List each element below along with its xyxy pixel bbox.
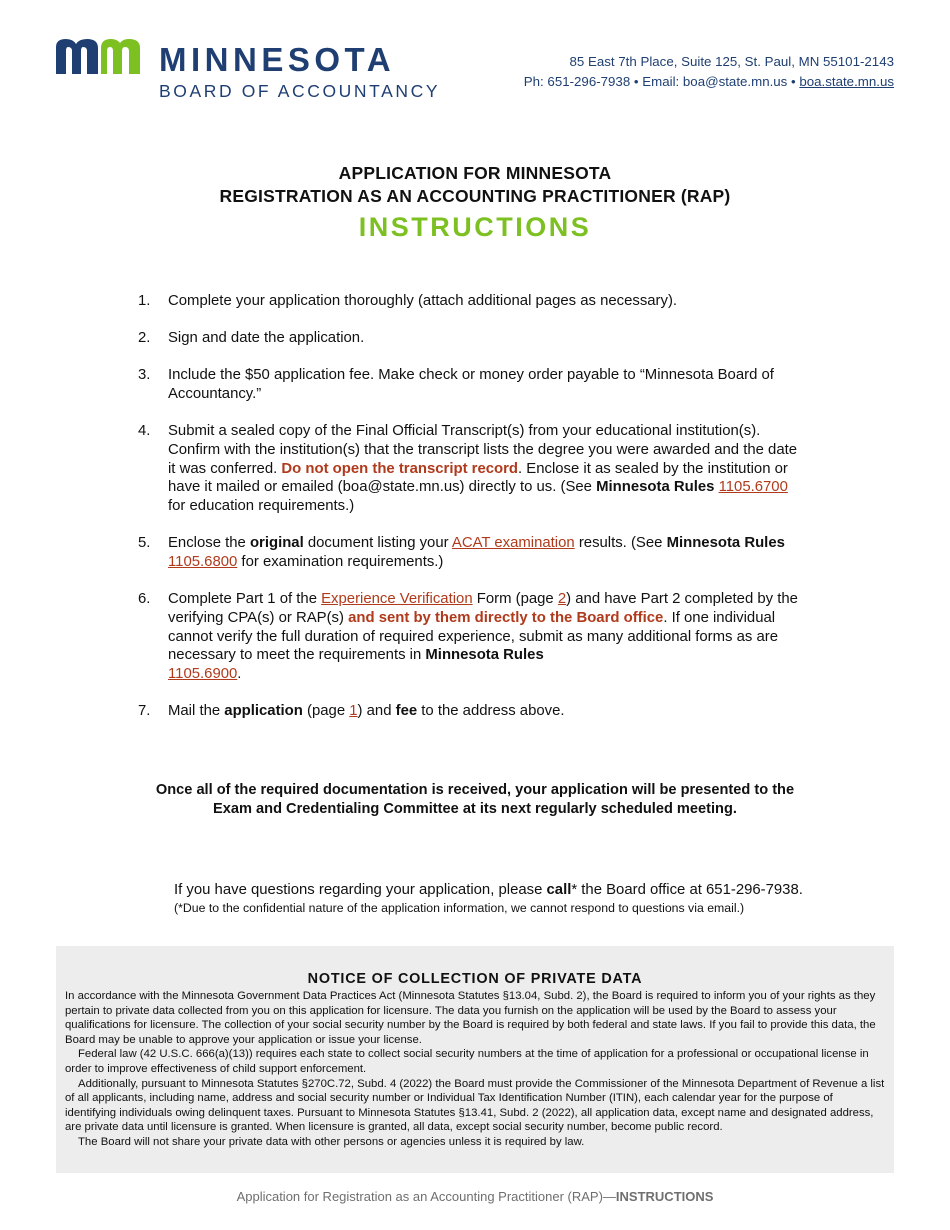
text-segment: . [237, 666, 242, 683]
committee-line-1: Once all of the required documentation is received, your application will be presented to the [155, 782, 795, 798]
text-segment: Form (page [472, 591, 558, 608]
title-line-1: APPLICATION FOR MINNESOTA [338, 163, 612, 183]
step-text: Sign and date the application. [168, 330, 365, 347]
instruction-list [138, 292, 798, 739]
bold-text: application [224, 703, 303, 720]
rule-1105-6800-link[interactable]: 1105.6800 [168, 554, 238, 571]
page-2-link[interactable]: 2 [557, 591, 567, 608]
list-item [138, 329, 798, 348]
step-number: 1. [138, 293, 151, 309]
step-number: 2. [138, 330, 151, 347]
footer-text: Application for Registration as an Accounting Practitioner (RAP)— [236, 1189, 616, 1204]
step-text: Include the $50 application fee. Make check or money order payable to “Minnesota Board of Accountancy.” [168, 367, 774, 403]
step-text [168, 534, 798, 571]
logo-wordmark: MINNESOTA [159, 41, 396, 78]
bold-text: Minnesota Rules [425, 647, 544, 664]
notice-paragraph: In accordance with the Minnesota Government Data Practices Act (Minnesota Statutes §13.04, Subd. 2), the Board is required to inform you of your rights as they pertain to private data collected from you on this application for licensure. The data you furnish on the application will be used by the Board to assess your qualifications for licensure. The collection of your social security number by the Board is required by both federal and state laws. If you fail to provide this data, the Board may be unable to approve your application or issue your license. [65, 990, 876, 1046]
footer-bold: INSTRUCTIONS [615, 1189, 714, 1204]
text-segment: results. (See [574, 535, 667, 552]
instructions-heading: INSTRUCTIONS [358, 212, 592, 242]
text-segment: for examination requirements.) [237, 554, 444, 571]
step-text [168, 702, 798, 721]
page-1-link[interactable]: 1 [349, 703, 358, 720]
step-number: 3. [138, 367, 151, 384]
text-segment: Mail the [168, 703, 225, 720]
step-text [168, 422, 798, 516]
text-segment: . Enclose it as sealed by the institution or have it mailed or emailed (boa@state.mn.us) directly to us. (See [168, 460, 788, 496]
website-link[interactable]: boa.state.mn.us [799, 74, 894, 89]
phone-email: Ph: 651-296-7938 • Email: boa@state.mn.us • [523, 74, 800, 89]
questions-text [174, 881, 874, 900]
step-number: 6. [138, 591, 151, 608]
list-item [138, 590, 798, 684]
text-segment: Complete Part 1 of the [168, 591, 322, 608]
notice-paragraph: Federal law (42 U.S.C. 666(a)(13)) requires each state to collect social security numbers at the time of application for a professional or occupational license in order to improve effectiveness of child support enforcement. [65, 1048, 869, 1075]
private-data-notice [56, 946, 894, 1173]
text-segment: Enclose the [168, 535, 250, 552]
minnesota-logo-mark-icon [56, 38, 140, 74]
logo-subtitle: BOARD OF ACCOUNTANCY [159, 81, 441, 101]
list-item [138, 292, 798, 311]
list-item [138, 534, 798, 571]
warning-text: and sent by them directly to the Board office [348, 609, 664, 626]
experience-verification-link[interactable]: Experience Verification [321, 591, 473, 608]
board-logo [56, 36, 456, 106]
bold-text: fee [395, 703, 418, 720]
committee-line-2: Exam and Credentialing Committee at its next regularly scheduled meeting. [213, 801, 737, 817]
page-title [0, 162, 950, 245]
page-footer [0, 1189, 950, 1204]
step-text: Complete your application thoroughly (attach additional pages as necessary). [168, 293, 678, 309]
warning-text: Do not open the transcript record [281, 460, 519, 477]
address: 85 East 7th Place, Suite 125, St. Paul, MN 55101-2143 [569, 54, 894, 69]
step-text [168, 590, 798, 684]
questions-section [174, 881, 874, 916]
text-segment: . If one individual cannot verify the full duration of required experience, submit as many additional forms as are necessary to meet the requirements in [168, 609, 779, 664]
step-number: 7. [138, 703, 151, 720]
rule-1105-6900-link[interactable]: 1105.6900 [168, 666, 238, 683]
step-number: 4. [138, 423, 151, 440]
text-segment: document listing your [303, 535, 452, 552]
text-segment: If you have questions regarding your application, please [174, 882, 547, 898]
step-number: 5. [138, 535, 151, 552]
contact-info [524, 52, 894, 92]
bold-text: Minnesota Rules [596, 479, 715, 496]
rule-1105-6700-link[interactable]: 1105.6700 [718, 479, 788, 496]
notice-paragraph: Additionally, pursuant to Minnesota Statutes §270C.72, Subd. 4 (2022) the Board must provide the Commissioner of the Minnesota Department of Revenue a list of all applicants, including name, address and social security number or Individual Tax Identification Number (ITIN), each calendar year for the purpose of identifying individuals owing delinquent taxes. Pursuant to Minnesota Statutes §13.41, Subd. 2 (2022), all application data, except name and designated address, are private data until licensure is granted. When licensure is granted, all data, except social security number, become public record. [65, 1077, 885, 1134]
text-segment: for education requirements.) [168, 498, 355, 515]
phone-email-line [524, 72, 894, 92]
bold-text: Minnesota Rules [666, 535, 785, 552]
notice-paragraph: The Board will not share your private data with other persons or agencies unless it is required by law. [78, 1135, 585, 1148]
bold-text: call [546, 882, 572, 898]
text-segment: Submit a sealed copy of the Final Official Transcript(s) from your educational institution(s). Confirm with the institution(s) that the transcript lists the degree you were awarded and the date it was conferred. [168, 423, 798, 477]
questions-note: (*Due to the confidential nature of the application information, we cannot respond to questions via email.) [174, 901, 745, 915]
bold-text: original [249, 535, 304, 552]
list-item [138, 366, 798, 403]
title-line-2: REGISTRATION AS AN ACCOUNTING PRACTITIONER (RAP) [219, 186, 731, 206]
list-item [138, 422, 798, 516]
list-item [138, 702, 798, 721]
text-segment: (page [302, 703, 350, 720]
notice-title: NOTICE OF COLLECTION OF PRIVATE DATA [307, 971, 643, 987]
committee-notice [0, 781, 950, 819]
text-segment: ) and [357, 703, 396, 720]
text-segment: ) and have Part 2 completed by the verifying CPA(s) or RAP(s) [168, 591, 798, 626]
acat-examination-link[interactable]: ACAT examination [451, 535, 575, 552]
text-segment: to the address above. [417, 703, 565, 720]
text-segment: * the Board office at 651-296-7938. [571, 882, 803, 898]
